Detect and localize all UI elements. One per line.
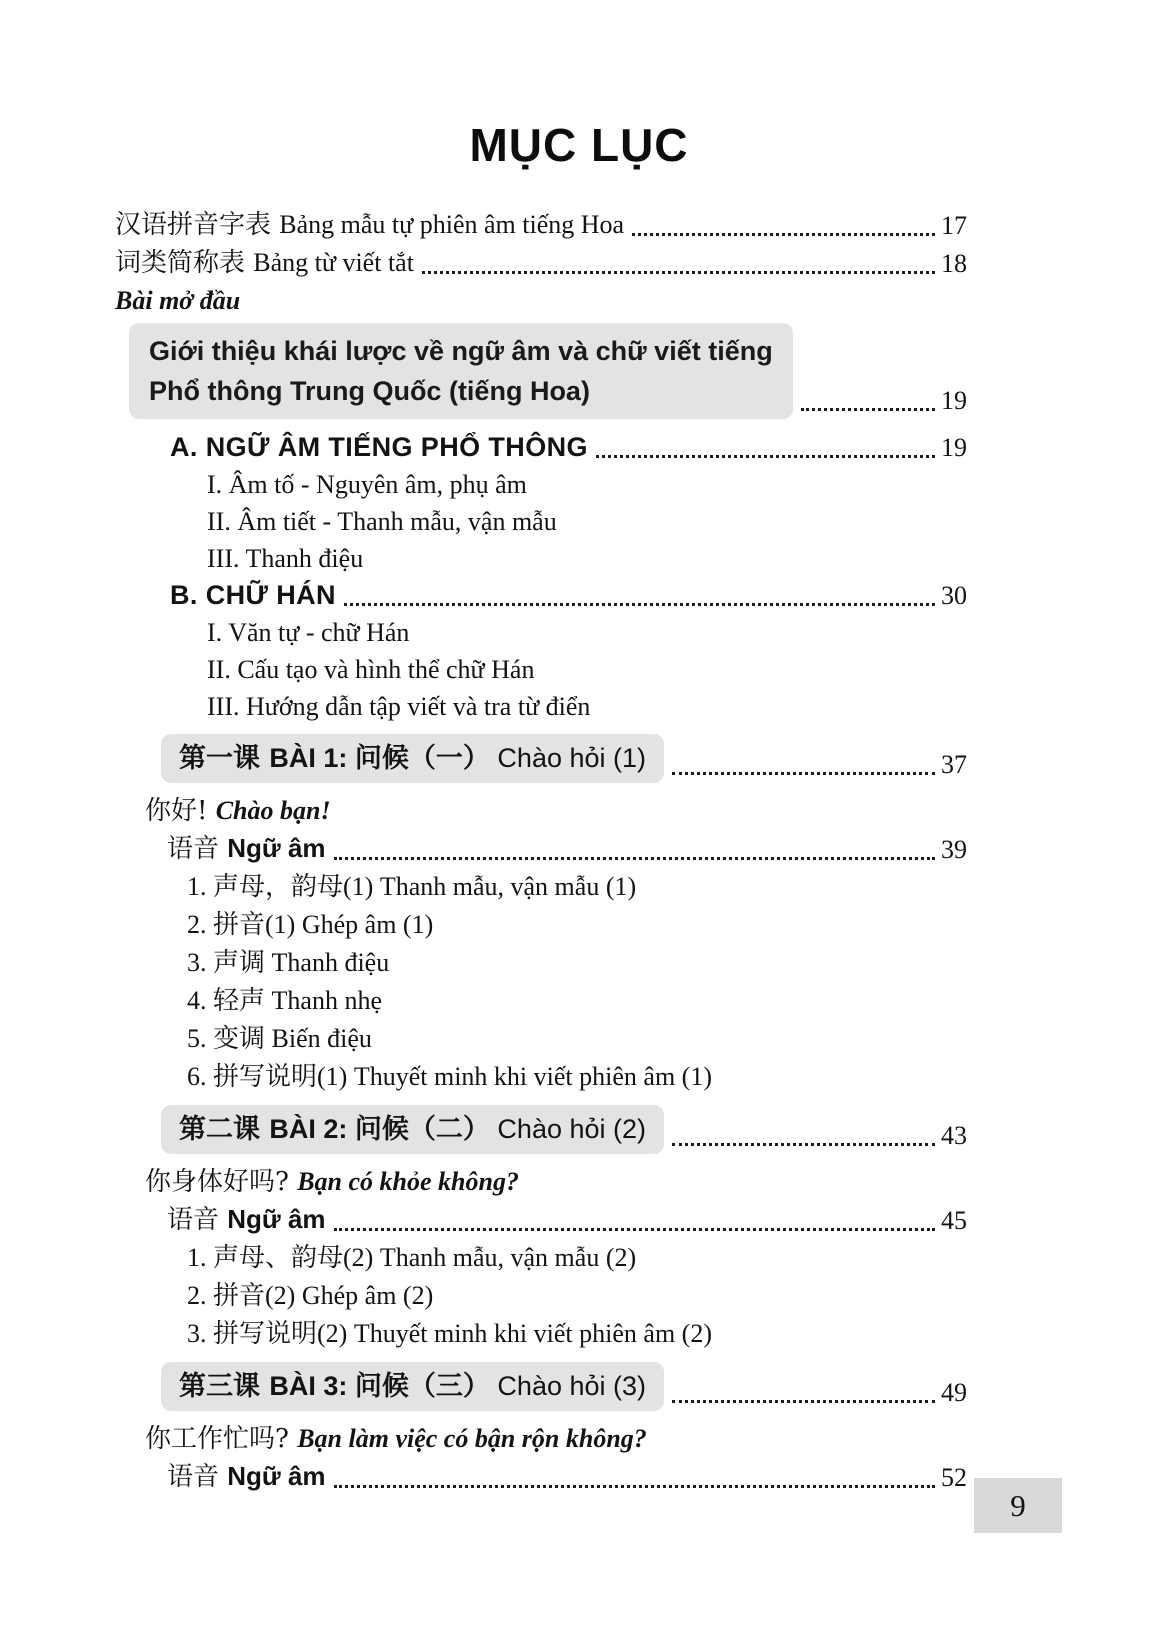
toc-text-segment: Biến điệu	[265, 1024, 372, 1053]
toc-text-segment: Bạn có khỏe không?	[297, 1167, 519, 1196]
toc-text-segment: 声母、韵母	[213, 1243, 344, 1273]
toc-text-segment: 1.	[187, 872, 213, 901]
page-ref: 49	[941, 1378, 967, 1407]
toc-text-segment: I. Âm tố - Nguyên âm, phụ âm	[207, 470, 527, 499]
toc-text-segment: Bạn làm việc có bận rộn không?	[297, 1424, 647, 1453]
toc-text-segment: (2) Thuyết minh khi viết phiên âm (2)	[317, 1319, 712, 1348]
toc-text-segment: 3.	[187, 1319, 213, 1348]
dot-leader	[344, 603, 935, 606]
toc-text	[170, 577, 336, 614]
toc-text	[187, 868, 636, 906]
page-ref: 45	[941, 1206, 967, 1235]
toc-row	[115, 1239, 967, 1277]
toc-text-segment: Bảng từ viết tắt	[253, 248, 414, 277]
toc-text-segment: 声调	[213, 948, 266, 978]
toc-row	[115, 906, 967, 944]
toc-text-segment: Chào bạn!	[215, 796, 331, 825]
toc-row	[115, 282, 967, 319]
toc-text-segment: 2.	[187, 910, 213, 939]
toc-text-segment: 你身体好吗?	[145, 1167, 298, 1197]
toc-text	[115, 206, 624, 244]
page-title: MỤC LỤC	[469, 119, 689, 171]
toc-text-segment: 第一课	[179, 743, 270, 774]
toc-text-segment: 问候（一）	[354, 743, 490, 774]
toc-text	[207, 503, 557, 540]
toc-row	[115, 429, 967, 466]
toc-text-segment: (1) Thanh mẫu, vận mẫu (1)	[343, 872, 637, 901]
toc-text-segment: Ngữ âm	[227, 1461, 326, 1491]
toc-row	[115, 1058, 967, 1096]
toc-text	[167, 1201, 326, 1239]
toc-text-segment: I. Văn tự - chữ Hán	[207, 618, 410, 647]
toc-text-segment: 第二课	[179, 1114, 270, 1145]
dot-leader	[334, 1485, 935, 1488]
toc-text-segment: Chào hỏi (1)	[489, 743, 647, 773]
toc-text-segment: 语音	[167, 1462, 228, 1492]
toc-text-segment: Chào hỏi (2)	[489, 1114, 647, 1144]
page-ref: 37	[941, 750, 967, 779]
toc-row	[115, 1020, 967, 1058]
page-number: 9	[1010, 1487, 1026, 1523]
toc-text	[207, 688, 590, 725]
toc-row	[115, 1458, 967, 1496]
toc-text-segment: 4.	[187, 986, 213, 1015]
toc-row	[115, 944, 967, 982]
page-ref: 19	[941, 386, 967, 415]
toc-text-segment: BÀI 3:	[269, 1371, 355, 1401]
toc-row	[115, 651, 967, 688]
toc-text-segment: III. Thanh điệu	[207, 544, 364, 573]
toc-text-segment: 你工作忙吗?	[145, 1424, 298, 1454]
lesson-box	[161, 1362, 664, 1411]
toc-text-segment: 轻声	[213, 986, 266, 1016]
toc-text-segment: A. NGỮ ÂM TIẾNG PHỔ THÔNG	[170, 432, 588, 462]
toc-row	[115, 792, 967, 830]
toc-row	[115, 1315, 967, 1353]
toc-text-segment: BÀI 2:	[269, 1114, 355, 1144]
toc-text	[207, 466, 527, 503]
toc-text-segment: 汉语拼音字表	[115, 210, 280, 240]
toc-text	[207, 614, 409, 651]
toc-text	[167, 1458, 326, 1496]
toc-row	[115, 1277, 967, 1315]
dot-leader	[422, 271, 935, 274]
toc-row	[115, 503, 967, 540]
toc-text-segment: (2) Ghép âm (2)	[265, 1281, 434, 1310]
toc-text-segment: Thanh nhẹ	[265, 986, 382, 1015]
toc-row	[115, 688, 967, 725]
toc-text-segment: 你好!	[145, 796, 216, 826]
page-ref: 18	[941, 249, 967, 278]
toc-text-segment: 问候（三）	[354, 1371, 490, 1402]
toc-text	[187, 944, 389, 982]
toc-text-segment: 3.	[187, 948, 213, 977]
toc-row	[115, 830, 967, 868]
dot-leader	[596, 455, 935, 458]
toc-text-segment: 拼写说明	[213, 1319, 318, 1349]
dot-leader	[334, 1228, 935, 1231]
toc-text-segment: BÀI 1:	[269, 743, 355, 773]
dot-leader	[672, 772, 935, 775]
toc-text-segment: 拼音	[213, 910, 266, 940]
page-ref: 17	[941, 211, 967, 240]
toc-row	[115, 244, 967, 282]
toc-text-segment: 5.	[187, 1024, 213, 1053]
toc-text	[187, 1239, 636, 1277]
toc-text-segment: 声母，韵母	[213, 872, 344, 902]
toc-row	[115, 868, 967, 906]
toc-text	[187, 1058, 712, 1096]
dot-leader	[632, 233, 935, 236]
intro-box-line: Phổ thông Trung Quốc (tiếng Hoa)	[149, 376, 590, 406]
toc-text-segment: II. Cấu tạo và hình thể chữ Hán	[207, 655, 535, 684]
toc-text	[115, 244, 414, 282]
toc-text-segment: 拼音	[213, 1281, 266, 1311]
toc-text-segment: Bảng mẫu tự phiên âm tiếng Hoa	[279, 210, 625, 239]
toc-text	[207, 651, 534, 688]
toc-text-segment: II. Âm tiết - Thanh mẫu, vận mẫu	[207, 507, 557, 536]
page-ref: 30	[941, 581, 967, 610]
toc-text	[187, 1315, 712, 1353]
toc-text-segment: 词类简称表	[115, 248, 254, 278]
toc-text-segment: 2.	[187, 1281, 213, 1310]
toc-text-segment: 变调	[213, 1024, 266, 1054]
toc-text-segment: Bài mở đầu	[115, 286, 241, 315]
toc-text	[187, 982, 382, 1020]
toc-text	[145, 1163, 519, 1201]
toc-row	[115, 1362, 967, 1411]
toc-text	[187, 1277, 433, 1315]
toc-text-segment: Thanh điệu	[265, 948, 390, 977]
intro-box-line: Giới thiệu khái lược về ngữ âm và chữ viết tiếng	[149, 336, 773, 366]
toc-text	[115, 282, 240, 319]
toc-text-segment: 问候（二）	[354, 1114, 490, 1145]
toc-text-segment: Ngữ âm	[227, 833, 326, 863]
toc-text-segment: 1.	[187, 1243, 213, 1272]
page-ref: 39	[941, 835, 967, 864]
toc-row	[115, 1163, 967, 1201]
page-ref: 43	[941, 1121, 967, 1150]
toc-text-segment: 语音	[167, 1205, 228, 1235]
toc-text-segment: (1) Ghép âm (1)	[265, 910, 434, 939]
toc-text	[167, 830, 326, 868]
toc	[115, 206, 967, 1496]
toc-row	[115, 982, 967, 1020]
toc-text	[170, 429, 588, 466]
toc-text	[187, 906, 433, 944]
toc-text-segment: B. CHỮ HÁN	[170, 580, 336, 610]
dot-leader	[334, 857, 935, 860]
toc-row	[115, 323, 967, 419]
toc-row	[115, 1420, 967, 1458]
dot-leader	[672, 1143, 935, 1146]
toc-row	[115, 734, 967, 783]
toc-row	[115, 540, 967, 577]
toc-text-segment: III. Hướng dẫn tập viết và tra từ điển	[207, 692, 591, 721]
toc-text	[145, 792, 331, 830]
toc-row	[115, 1201, 967, 1239]
intro-box	[129, 323, 793, 419]
toc-text	[207, 540, 363, 577]
page-ref: 19	[941, 433, 967, 462]
toc-row	[115, 1105, 967, 1154]
toc-text-segment: 语音	[167, 834, 228, 864]
toc-text-segment: 6.	[187, 1062, 213, 1091]
toc-row	[115, 614, 967, 651]
toc-text-segment: Chào hỏi (3)	[489, 1371, 647, 1401]
toc-text-segment: 第三课	[179, 1371, 270, 1402]
page-number-badge	[974, 1478, 1062, 1533]
toc-row	[115, 466, 967, 503]
lesson-box	[161, 734, 664, 783]
toc-text-segment: 拼写说明	[213, 1062, 318, 1092]
lesson-box	[161, 1105, 664, 1154]
toc-text-segment: (2) Thanh mẫu, vận mẫu (2)	[343, 1243, 637, 1272]
dot-leader	[801, 408, 935, 411]
toc-text	[187, 1020, 372, 1058]
toc-text-segment: (1) Thuyết minh khi viết phiên âm (1)	[317, 1062, 712, 1091]
toc-text-segment: Ngữ âm	[227, 1204, 326, 1234]
toc-text	[145, 1420, 647, 1458]
dot-leader	[672, 1400, 935, 1403]
toc-row	[115, 206, 967, 244]
toc-row	[115, 577, 967, 614]
page-ref: 52	[941, 1463, 967, 1492]
